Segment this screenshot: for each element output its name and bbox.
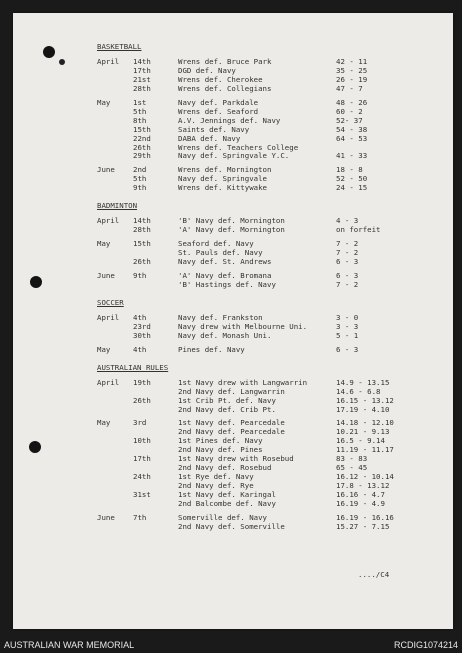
result-score: 16.5 - 9.14 [336,436,385,446]
result-match: Somerville def. Navy [178,513,267,522]
result-match: 'A' Navy def. Bromana [178,272,272,281]
page-continuation: ..../C4 [358,570,390,579]
result-score: 16.19 - 16.16 [336,512,394,522]
result-score: 17.19 - 4.10 [336,404,390,414]
result-match: St. Pauls def. Navy [178,249,263,258]
result-month [97,226,133,235]
result-match: Navy def. Frankston [178,313,263,322]
result-score: 26 - 19 [336,74,368,84]
result-match: Navy def. Springvale [178,175,267,184]
result-day: 5th [133,106,147,116]
result-match: 2nd Navy def. Crib Pt. [178,405,276,414]
result-day: 4th [133,312,147,322]
result-score: 52- 37 [336,115,363,125]
ink-mark [59,59,65,65]
result-month: June [97,165,115,175]
result-match: Wrens def. Teachers College [178,143,299,152]
result-match: Wrens def. Kittywake [178,184,267,193]
result-row [97,240,437,249]
result-month [97,446,133,455]
result-month [97,437,133,446]
result-match: Navy def. St. Andrews [178,258,272,267]
sport-section [97,364,437,532]
result-match: 1st Navy drew with Rosebud [178,455,294,464]
result-score: 18 - 8 [336,165,363,175]
result-month: June [97,271,115,281]
result-month [97,473,133,482]
result-day: 30th [133,330,151,340]
result-row [97,523,437,532]
result-day: 9th [133,271,147,281]
sport-heading: SOCCER [97,297,124,307]
result-score: 65 - 45 [336,463,368,473]
result-month [97,523,133,532]
result-day: 3rd [133,418,147,428]
result-match: Navy drew with Melbourne Uni. [178,322,308,331]
result-day [133,523,178,532]
result-row [97,491,437,500]
result-day: 1st [133,97,147,107]
result-row [97,346,437,355]
result-score: 47 - 7 [336,83,363,93]
result-score: 6 - 3 [336,257,359,267]
result-score: 16.19 - 4.9 [336,499,385,509]
result-row [97,272,437,281]
result-day: 28th [133,83,151,93]
result-month: April [97,56,120,66]
result-day: 21st [133,74,151,84]
result-month: May [97,418,111,428]
result-match: 2nd Navy def. Langwarrin [178,387,285,396]
result-score: 14.18 - 12.10 [336,418,394,428]
result-match: 2nd Balcombe def. Navy [178,500,276,509]
result-month [97,126,133,135]
result-day: 23rd [133,321,151,331]
result-row [97,152,437,161]
sport-heading: BADMINTON [97,201,138,211]
punch-hole [43,46,55,58]
result-score: 52 - 50 [336,174,368,184]
result-match: 1st Rye def. Navy [178,473,254,482]
result-row [97,281,437,290]
result-score: 16.15 - 13.12 [336,395,394,405]
result-score: 54 - 38 [336,124,368,134]
result-day: 22nd [133,133,151,143]
result-score: 83 - 83 [336,454,368,464]
result-match: 2nd Navy def. Somerville [178,522,285,531]
sport-section [97,202,437,290]
result-match: 1st Navy def. Karingal [178,491,276,500]
result-month [97,67,133,76]
result-score: 7 - 2 [336,279,359,289]
result-row [97,379,437,388]
result-score: 7 - 2 [336,248,359,258]
result-score: 7 - 2 [336,239,359,249]
result-day: 24th [133,472,151,482]
result-match: Pines def. Navy [178,345,245,354]
result-match: 'A' Navy def. Mornington [178,226,285,235]
result-match: 1st Pines def. Navy [178,437,263,446]
result-row [97,99,437,108]
punch-hole [30,276,42,288]
result-row [97,184,437,193]
result-month [97,281,133,290]
result-score: 3 - 3 [336,321,359,331]
result-match: 2nd Navy def. Rye [178,482,254,491]
result-row [97,108,437,117]
result-score: 48 - 26 [336,97,368,107]
result-month: May [97,97,111,107]
result-row [97,226,437,235]
result-row [97,85,437,94]
result-row [97,500,437,509]
result-row [97,258,437,267]
result-score: 15.27 - 7.15 [336,521,390,531]
result-match: 1st Navy def. Pearcedale [178,419,285,428]
result-month [97,491,133,500]
result-month [97,144,133,153]
result-month [97,397,133,406]
result-match: 2nd Navy def. Pearcedale [178,428,285,437]
result-score: 16.16 - 4.7 [336,490,385,500]
result-day: 4th [133,344,147,354]
result-match: DGD def. Navy [178,66,236,75]
sport-section [97,43,437,193]
result-day: 15th [133,124,151,134]
result-score: 10.21 - 9.13 [336,427,390,437]
result-match: Navy def. Springvale Y.C. [178,152,290,161]
result-score: 42 - 11 [336,56,368,66]
result-month [97,464,133,473]
result-month [97,323,133,332]
result-month [97,500,133,509]
result-match: 2nd Navy def. Rosebud [178,464,272,473]
result-match: 1st Crib Pt. def. Navy [178,396,276,405]
result-month [97,455,133,464]
result-month [97,332,133,341]
result-day: 17th [133,65,151,75]
result-score: 6 - 3 [336,344,359,354]
sport-section [97,299,437,355]
result-day: 19th [133,377,151,387]
result-month [97,249,133,258]
results-list [97,43,437,541]
footer-record-id: RCDIG1074214 [393,640,458,650]
result-month [97,428,133,437]
result-day: 7th [133,512,147,522]
result-day: 8th [133,115,147,125]
result-month [97,108,133,117]
result-match: Wrens def. Collegians [178,84,272,93]
result-row [97,166,437,175]
result-match: DABA def. Navy [178,134,241,143]
result-row [97,406,437,415]
result-score: 60 - 2 [336,106,363,116]
result-month [97,117,133,126]
result-month [97,482,133,491]
archive-footer [0,636,462,653]
result-match: 2nd Navy def. Pines [178,446,263,455]
result-day: 26th [133,395,151,405]
sport-heading: AUSTRALIAN RULES [97,362,169,372]
result-score: 5 - 1 [336,330,359,340]
result-score: 41 - 33 [336,151,368,161]
footer-institution: AUSTRALIAN WAR MEMORIAL [4,640,135,650]
result-match: Navy def. Monash Uni. [178,331,272,340]
result-month [97,152,133,161]
result-month [97,76,133,85]
result-row [97,332,437,341]
result-score: 14.9 - 13.15 [336,377,390,387]
document-page [13,13,453,629]
result-row [97,175,437,184]
result-month [97,184,133,193]
result-month [97,85,133,94]
result-match: Navy def. Parkdale [178,98,259,107]
result-day: 10th [133,436,151,446]
result-match: Wrens def. Mornington [178,166,272,175]
result-score: 16.12 - 10.14 [336,472,394,482]
result-day [133,500,178,509]
result-match: A.V. Jennings def. Navy [178,116,281,125]
result-day [133,406,178,415]
result-day: 17th [133,454,151,464]
result-day [133,281,178,290]
result-score: 6 - 3 [336,271,359,281]
result-day: 14th [133,216,151,226]
result-month [97,388,133,397]
result-day: 26th [133,142,151,152]
result-score: 4 - 3 [336,216,359,226]
result-score: 14.6 - 6.8 [336,386,381,396]
result-match: 'B' Hastings def. Navy [178,280,276,289]
result-score: 64 - 53 [336,133,368,143]
result-match: Seaford def. Navy [178,240,254,249]
result-score: 3 - 0 [336,312,359,322]
result-score: on forfeit [336,225,381,235]
result-match: 1st Navy drew with Langwarrin [178,378,308,387]
result-month: April [97,312,120,322]
result-month [97,258,133,267]
result-row [97,455,437,464]
result-match: Wrens def. Bruce Park [178,57,272,66]
result-month [97,406,133,415]
result-day: 15th [133,239,151,249]
result-day: 5th [133,174,147,184]
result-score: 24 - 15 [336,183,368,193]
result-match: Saints def. Navy [178,125,250,134]
result-month: May [97,344,111,354]
result-month: April [97,377,120,387]
result-day: 14th [133,56,151,66]
result-month: June [97,512,115,522]
punch-hole [29,441,41,453]
result-month [97,135,133,144]
sport-heading: BASKETBALL [97,42,142,51]
result-day: 26th [133,257,151,267]
result-day: 31st [133,490,151,500]
result-day: 28th [133,225,151,235]
result-day: 2nd [133,165,147,175]
result-match: Wrens def. Seaford [178,107,259,116]
result-day: 29th [133,151,151,161]
result-score: 17.8 - 13.12 [336,481,390,491]
result-match: Wrens def. Cherokee [178,75,263,84]
result-month: May [97,239,111,249]
result-score: 11.19 - 11.17 [336,445,394,455]
result-score: 35 - 25 [336,65,368,75]
result-month [97,175,133,184]
result-match: 'B' Navy def. Mornington [178,217,285,226]
result-month: April [97,216,120,226]
result-day: 9th [133,183,147,193]
